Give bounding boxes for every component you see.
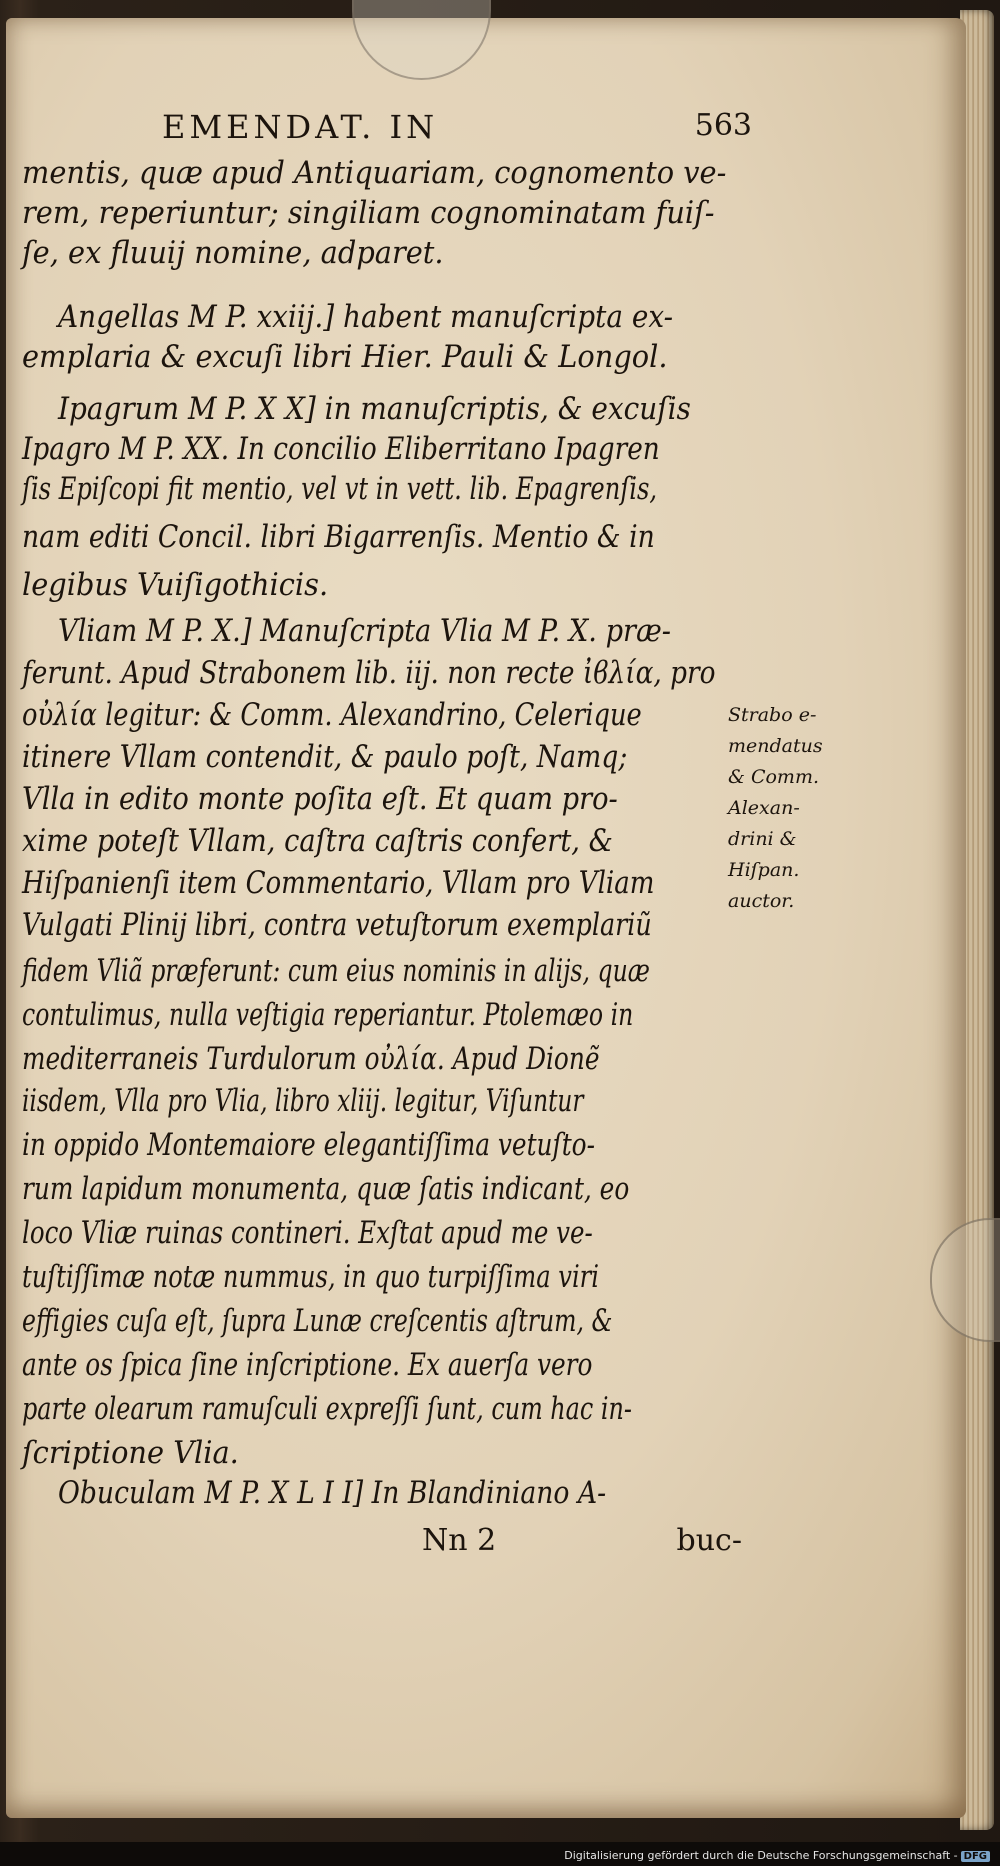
text-line-11: Vliam M P. X.] Manuſcripta Vlia M P. X. præ- bbox=[58, 613, 671, 649]
text-line-30: ſcriptione Vlia. bbox=[22, 1435, 239, 1471]
text-line-20: contulimus, nulla veſtigia reperiantur. Ptolemæo in bbox=[22, 997, 634, 1033]
text-line-8: ſis Epiſcopi fit mentio, vel vt in vett. lib. Epagrenſis, bbox=[22, 471, 658, 507]
text-line-23: in oppido Montemaiore elegantiſſima vetuſto- bbox=[22, 1127, 595, 1163]
text-line-10: legibus Vuiſigothicis. bbox=[22, 567, 329, 603]
text-line-15: Vlla in edito monte poſita eſt. Et quam pro- bbox=[22, 781, 618, 817]
text-line-3: ſe, ex fluuij nomine, adparet. bbox=[22, 235, 444, 271]
text-line-12: ferunt. Apud Strabonem lib. iij. non recte ἰϐλία, pro bbox=[22, 655, 716, 691]
text-line-5: emplaria & excuſi libri Hier. Pauli & Longol. bbox=[22, 339, 668, 375]
text-line-19: fidem Vliã præferunt: cum eius nominis in alijs, quæ bbox=[22, 953, 650, 989]
page-number: 563 bbox=[694, 108, 752, 143]
text-line-26: tuſtiſſimæ notæ nummus, in quo turpiſſima viri bbox=[22, 1259, 599, 1295]
text-line-18: Vulgati Plinij libri, contra vetuſtorum exemplariũ bbox=[22, 907, 652, 943]
text-line-9: nam editi Concil. libri Bigarrenſis. Mentio & in bbox=[22, 519, 655, 555]
text-line-2: rem, reperiuntur; singiliam cognominatam fuiſ- bbox=[22, 195, 715, 231]
text-line-27: effigies cuſa eſt, ſupra Lunæ creſcentis aſtrum, & bbox=[22, 1303, 613, 1339]
text-line-1: mentis, quæ apud Antiquariam, cognomento ve- bbox=[22, 155, 727, 191]
page-footer bbox=[422, 1523, 742, 1563]
margin-note-line: Hiſpan. bbox=[728, 859, 800, 881]
text-line-25: loco Vliæ ruinas contineri. Exſtat apud me ve- bbox=[22, 1215, 593, 1251]
text-block bbox=[22, 0, 922, 1866]
margin-note-line: mendatus bbox=[728, 735, 823, 757]
running-head: EMENDAT. IN bbox=[162, 108, 439, 146]
text-line-22: iisdem, Vlla pro Vlia, libro xliij. legitur, Viſuntur bbox=[22, 1083, 584, 1119]
margin-note-line: drini & bbox=[728, 828, 797, 850]
text-line-31: Obuculam M P. X L I I] In Blandiniano A- bbox=[58, 1475, 607, 1511]
text-line-14: itinere Vllam contendit, & paulo poſt, Namq; bbox=[22, 739, 628, 775]
text-line-4: Angellas M P. xxiij.] habent manuſcripta ex- bbox=[58, 299, 674, 335]
dfg-logo: DFG bbox=[961, 1851, 990, 1862]
text-line-29: parte olearum ramuſculi expreſſi ſunt, cum hac in- bbox=[22, 1391, 632, 1427]
text-line-7: Ipagro M P. XX. In concilio Eliberritano Ipagren bbox=[22, 431, 660, 467]
credit-text: Digitalisierung gefördert durch die Deutsche Forschungsgemeinschaft - bbox=[564, 1849, 958, 1862]
page-header bbox=[162, 108, 752, 158]
margin-note-line: auctor. bbox=[728, 890, 795, 912]
text-line-16: xime poteſt Vllam, caſtra caſtris confert, & bbox=[22, 823, 613, 859]
text-line-17: Hiſpanienſi item Commentario, Vllam pro Vliam bbox=[22, 865, 655, 901]
text-line-6: Ipagrum M P. X X] in manuſcriptis, & excuſis bbox=[58, 391, 691, 427]
text-line-28: ante os ſpica ſine inſcriptione. Ex auerſa vero bbox=[22, 1347, 593, 1383]
credit-bar bbox=[0, 1842, 1000, 1866]
text-line-21: mediterraneis Turdulorum οὐλία. Apud Dionẽ bbox=[22, 1041, 600, 1077]
text-line-24: rum lapidum monumenta, quæ ſatis indicant, eo bbox=[22, 1171, 630, 1207]
margin-note bbox=[728, 700, 858, 917]
credit-line bbox=[564, 1849, 990, 1862]
margin-note-line: & Comm. bbox=[728, 766, 820, 788]
catchword: buc- bbox=[676, 1523, 742, 1558]
margin-note-line: Alexan- bbox=[728, 797, 800, 819]
signature-mark: Nn 2 bbox=[422, 1523, 497, 1558]
margin-note-line: Strabo e- bbox=[728, 704, 817, 726]
text-line-13: οὐλία legitur: & Comm. Alexandrino, Celerique bbox=[22, 697, 642, 733]
